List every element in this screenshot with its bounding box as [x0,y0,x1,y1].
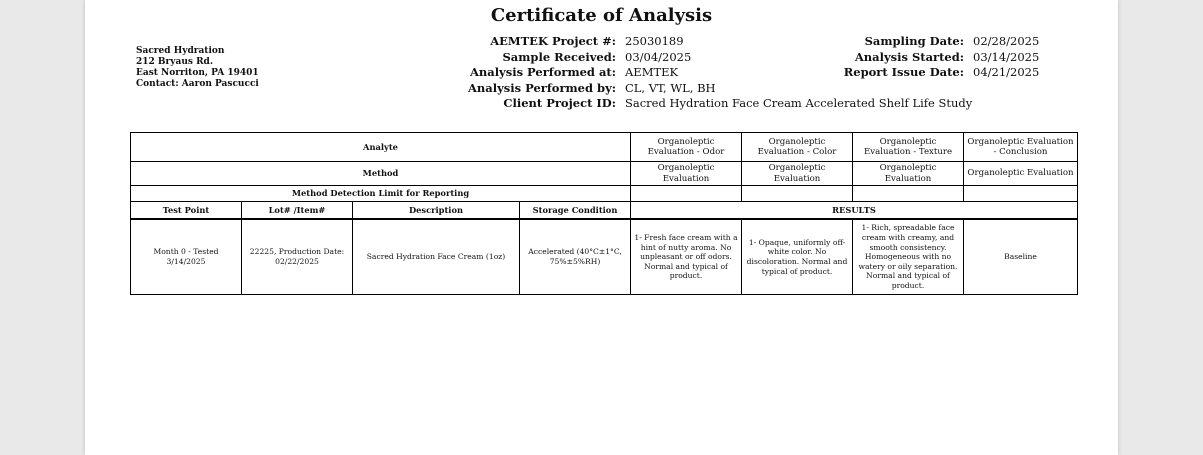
storage-condition-cell: Accelerated (40°C±1°C, 75%±5%RH) [520,219,631,295]
info-label: AEMTEK Project #: [490,34,616,48]
column-header: Test Point [131,202,242,220]
mdl-cell [631,186,742,202]
mdl-cell [742,186,853,202]
method-cell: Organoleptic Evaluation [631,162,742,186]
date-row [840,65,1039,81]
analyte-row [131,133,1078,162]
info-label: Client Project ID: [503,96,616,111]
date-value: 02/28/2025 [973,34,1040,48]
result-cell: 1- Fresh face cream with a hint of nutty aroma. No unpleasant or off odors. Normal and typical of product. [631,219,742,295]
date-label: Sampling Date: [864,34,964,48]
document-title: Certificate of Analysis [490,5,713,26]
client-contact: Contact: Aaron Pascucci [136,79,259,89]
analyte-cell: Organoleptic Evaluation - Conclusion [964,133,1078,162]
mdl-cell [853,186,964,202]
client-address-line1: 212 Bryaus Rd. [136,57,213,67]
date-value: 03/14/2025 [973,49,1040,64]
column-header: Lot# /Item# [242,202,353,220]
info-label: Analysis Performed at: [469,65,616,80]
method-cell: Organoleptic Evaluation [964,162,1078,186]
result-cell: 1- Opaque, uniformly off-white color. No discoloration. Normal and typical of product. [742,219,853,295]
analyte-cell: Organoleptic Evaluation - Color [742,133,853,162]
results-table [130,132,1078,295]
client-address-line2: East Norriton, PA 19401 [136,68,259,78]
mdl-row [131,186,1078,202]
mdl-cell [964,186,1078,202]
result-cell: Baseline [964,219,1078,295]
date-row [840,50,1039,66]
method-cell: Organoleptic Evaluation [853,162,964,186]
info-value: 25030189 [625,34,684,48]
result-cell: 1- Rich, spreadable face cream with creamy, and smooth consistency. Homogeneous with no watery or oily separation. Normal and typical of product. [853,219,964,295]
client-name: Sacred Hydration [136,46,225,56]
info-row [440,81,972,97]
info-label: Analysis Performed by: [468,80,616,95]
info-value: CL, VT, WL, BH [625,80,716,95]
table-row [131,219,1078,295]
info-value: Sacred Hydration Face Cream Accelerated Shelf Life Study [625,96,973,111]
info-row [440,96,972,112]
date-label: Report Issue Date: [843,65,964,80]
date-row [840,34,1039,50]
results-header: RESULTS [631,202,1078,220]
info-value: AEMTEK [625,65,679,80]
method-label: Method [131,162,631,186]
column-header: Storage Condition [520,202,631,220]
column-header: Description [353,202,520,220]
date-value: 04/21/2025 [973,65,1040,80]
dates-info-block [840,34,1039,81]
analyte-label: Analyte [131,133,631,162]
test-point-cell: Month 0 - Tested 3/14/2025 [131,219,242,295]
mdl-label: Method Detection Limit for Reporting [131,186,631,202]
column-header-row [131,202,1078,220]
info-value: 03/04/2025 [625,49,692,64]
client-address-block [136,46,259,90]
method-cell: Organoleptic Evaluation [742,162,853,186]
date-label: Analysis Started: [854,49,964,64]
method-row [131,162,1078,186]
description-cell: Sacred Hydration Face Cream (1oz) [353,219,520,295]
lot-cell: 22225, Production Date: 02/22/2025 [242,219,353,295]
info-label: Sample Received: [502,49,616,64]
analyte-cell: Organoleptic Evaluation - Texture [853,133,964,162]
analyte-cell: Organoleptic Evaluation - Odor [631,133,742,162]
